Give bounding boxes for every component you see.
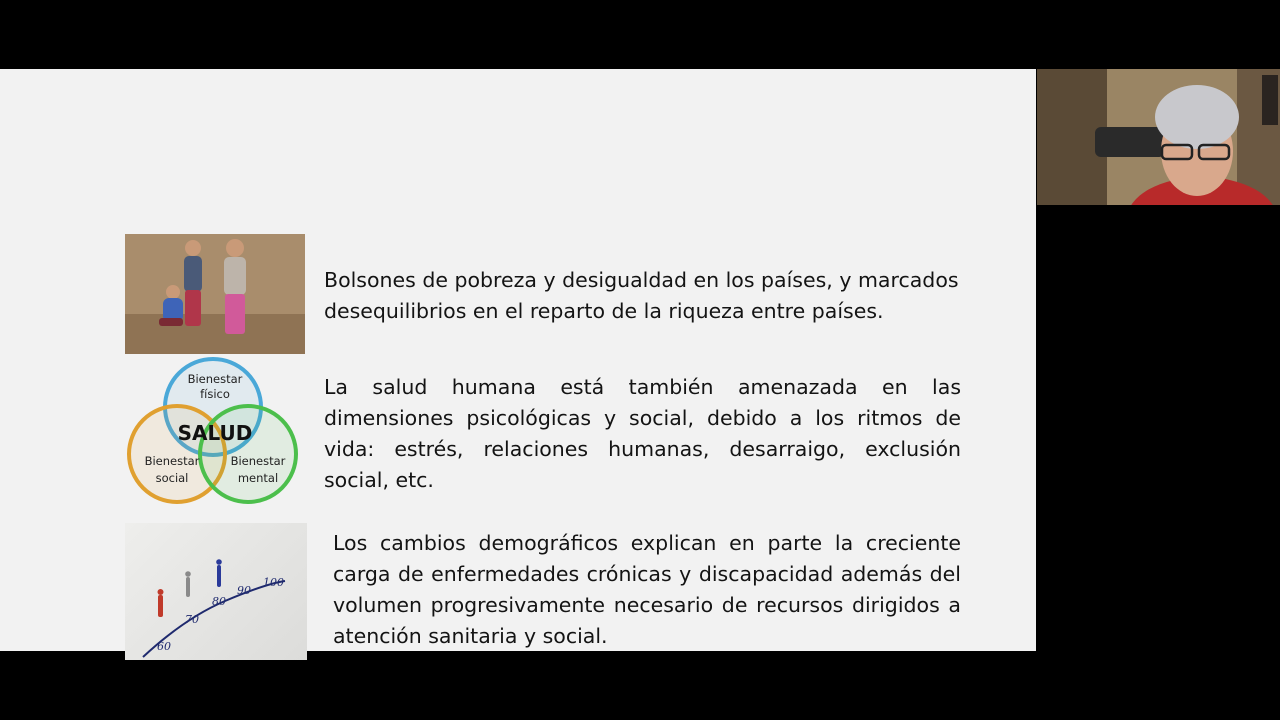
age-label-90: 90: [237, 584, 251, 597]
paragraph-poverty: Bolsones de pobreza y desigualdad en los países, y marcados desequilibrios en el reparto de la riqueza entre países.: [324, 268, 959, 323]
paragraph-demographics: Los cambios demográficos explican en parte la creciente carga de enfermedades crónicas y discapacidad además del volumen progresivamente necesario de recursos dirigidos a atención sanitaria y social.: [333, 531, 961, 648]
age-label-70: 70: [185, 613, 199, 626]
salud-venn-diagram: [125, 357, 303, 505]
top-label-1: Bienestar: [187, 372, 243, 386]
salud-center-label: SALUD: [177, 421, 253, 445]
right-label-2: mental: [237, 471, 279, 485]
webcam-video-tile[interactable]: [1037, 69, 1280, 205]
paragraph-health-threat: La salud humana está también amenazada en las dimensiones psicológicas y social, debido a los ritmos de vida: estrés, relaciones humanas, desarraigo, exclusión social, etc.: [324, 375, 961, 492]
left-label-1: Bienestar: [144, 454, 200, 468]
right-label-1: Bienestar: [230, 454, 286, 468]
left-label-2: social: [155, 471, 189, 485]
age-label-80: 80: [212, 595, 226, 608]
age-label-100: 100: [263, 576, 284, 589]
presentation-slide: [0, 69, 1036, 651]
aging-curve-illustration: [125, 523, 307, 660]
children-photo: [125, 234, 305, 354]
age-label-60: 60: [157, 640, 171, 653]
top-label-2: físico: [200, 387, 230, 401]
